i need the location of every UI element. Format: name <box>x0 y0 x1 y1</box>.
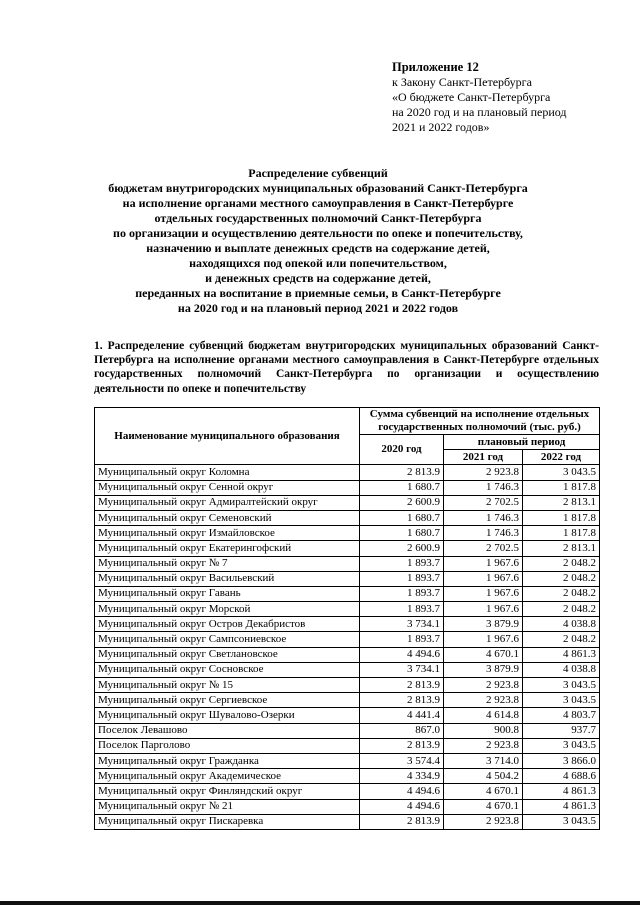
table-row <box>95 784 600 799</box>
table-row <box>95 602 600 617</box>
value-2020-cell: 1 680.7 <box>360 526 444 541</box>
municipality-name-cell: Поселок Левашово <box>95 723 360 738</box>
value-2022-cell: 4 038.8 <box>523 662 600 677</box>
title-line: бюджетам внутригородских муниципальных образований Санкт-Петербурга <box>108 181 528 195</box>
table-row <box>95 662 600 677</box>
table-row <box>95 480 600 495</box>
subvention-table <box>94 407 600 830</box>
municipality-name-cell: Муниципальный округ № 7 <box>95 556 360 571</box>
municipality-name-cell: Муниципальный округ Светлановское <box>95 647 360 662</box>
title-line: на 2020 год и на плановый период 2021 и 2022 годов <box>177 301 459 315</box>
municipality-name-cell: Муниципальный округ Гавань <box>95 586 360 601</box>
value-2022-cell: 4 803.7 <box>523 708 600 723</box>
value-2021-cell: 3 879.9 <box>444 617 523 632</box>
appendix-line: 2021 и 2022 годов» <box>392 120 490 134</box>
value-2022-cell: 3 043.5 <box>523 693 600 708</box>
value-2021-cell: 4 504.2 <box>444 769 523 784</box>
table-row <box>95 753 600 768</box>
value-2021-cell: 3 879.9 <box>444 662 523 677</box>
table-row <box>95 617 600 632</box>
value-2021-cell: 4 670.1 <box>444 784 523 799</box>
value-2022-cell: 2 813.1 <box>523 541 600 556</box>
title-line: переданных на воспитание в приемные семьи, в Санкт-Петербурге <box>135 286 501 300</box>
value-2021-cell: 2 702.5 <box>444 541 523 556</box>
value-2020-cell: 2 813.9 <box>360 814 444 829</box>
municipality-name-cell: Муниципальный округ Финляндский округ <box>95 784 360 799</box>
section-heading: 1. Распределение субвенций бюджетам внутригородских муниципальных образований Санкт-Петербурга на исполнение органами местного самоуправления в Санкт-Петербурге отдельных государственных полномочий Санкт-Петербурга по организации и осуществлению деятельности по опеке и попечительству <box>94 340 599 395</box>
municipality-name-cell: Муниципальный округ Гражданка <box>95 753 360 768</box>
scan-edge-divider <box>0 901 640 905</box>
table-row <box>95 799 600 814</box>
table-row <box>95 738 600 753</box>
value-2020-cell: 2 813.9 <box>360 678 444 693</box>
value-2021-cell: 1 746.3 <box>444 526 523 541</box>
value-2022-cell: 937.7 <box>523 723 600 738</box>
value-2020-cell: 3 734.1 <box>360 617 444 632</box>
value-2021-cell: 1 967.6 <box>444 632 523 647</box>
value-2020-cell: 4 494.6 <box>360 647 444 662</box>
municipality-name-cell: Муниципальный округ Екатерингофский <box>95 541 360 556</box>
table-body <box>95 465 600 830</box>
value-2022-cell: 2 813.1 <box>523 495 600 510</box>
municipality-name-cell: Муниципальный округ Сампсониевское <box>95 632 360 647</box>
title-line: на исполнение органами местного самоуправления в Санкт-Петербурге <box>122 196 514 210</box>
value-2021-cell: 2 923.8 <box>444 678 523 693</box>
value-2022-cell: 3 043.5 <box>523 738 600 753</box>
value-2022-cell: 3 866.0 <box>523 753 600 768</box>
table-row <box>95 586 600 601</box>
value-2020-cell: 1 680.7 <box>360 510 444 525</box>
appendix-heading: Приложение 12 <box>392 60 479 74</box>
municipality-name-cell: Муниципальный округ Семеновский <box>95 510 360 525</box>
value-2021-cell: 4 614.8 <box>444 708 523 723</box>
appendix-line: к Закону Санкт-Петербурга <box>392 75 532 89</box>
appendix-block <box>392 60 622 135</box>
title-line: Распределение субвенций <box>248 166 388 180</box>
value-2022-cell: 3 043.5 <box>523 678 600 693</box>
municipality-name-cell: Муниципальный округ № 21 <box>95 799 360 814</box>
value-2021-cell: 4 670.1 <box>444 647 523 662</box>
value-2021-cell: 2 923.8 <box>444 465 523 480</box>
table-row <box>95 526 600 541</box>
table-row <box>95 571 600 586</box>
table-row <box>95 723 600 738</box>
value-2020-cell: 1 680.7 <box>360 480 444 495</box>
value-2022-cell: 1 817.8 <box>523 480 600 495</box>
value-2021-cell: 1 967.6 <box>444 602 523 617</box>
municipality-name-cell: Муниципальный округ Сергиевское <box>95 693 360 708</box>
table-row <box>95 814 600 829</box>
appendix-line: на 2020 год и на плановый период <box>392 105 567 119</box>
table-row <box>95 678 600 693</box>
municipality-name-cell: Муниципальный округ № 15 <box>95 678 360 693</box>
table-row <box>95 465 600 480</box>
value-2022-cell: 2 048.2 <box>523 602 600 617</box>
municipality-name-cell: Поселок Парголово <box>95 738 360 753</box>
header-2020: 2020 год <box>360 435 444 465</box>
title-line: отдельных государственных полномочий Санкт-Петербурга <box>154 211 482 225</box>
value-2021-cell: 1 746.3 <box>444 480 523 495</box>
value-2020-cell: 4 334.9 <box>360 769 444 784</box>
table-row <box>95 647 600 662</box>
municipality-name-cell: Муниципальный округ Пискаревка <box>95 814 360 829</box>
value-2022-cell: 3 043.5 <box>523 814 600 829</box>
value-2022-cell: 4 038.8 <box>523 617 600 632</box>
value-2022-cell: 2 048.2 <box>523 571 600 586</box>
value-2022-cell: 4 861.3 <box>523 784 600 799</box>
value-2021-cell: 1 967.6 <box>444 556 523 571</box>
value-2020-cell: 2 600.9 <box>360 541 444 556</box>
value-2021-cell: 2 923.8 <box>444 693 523 708</box>
appendix-line: «О бюджете Санкт-Петербурга <box>392 90 551 104</box>
title-line: и денежных средств на содержание детей, <box>205 271 431 285</box>
value-2021-cell: 1 746.3 <box>444 510 523 525</box>
value-2020-cell: 867.0 <box>360 723 444 738</box>
table-row <box>95 693 600 708</box>
table-row <box>95 556 600 571</box>
municipality-name-cell: Муниципальный округ Измайловское <box>95 526 360 541</box>
document-title <box>95 166 541 316</box>
title-line: назначению и выплате денежных средств на содержание детей, <box>146 241 490 255</box>
title-line: по организации и осуществлению деятельности по опеке и попечительству, <box>113 226 523 240</box>
municipality-name-cell: Муниципальный округ Коломна <box>95 465 360 480</box>
value-2020-cell: 1 893.7 <box>360 556 444 571</box>
header-2022: 2022 год <box>523 450 600 465</box>
value-2022-cell: 3 043.5 <box>523 465 600 480</box>
value-2020-cell: 2 813.9 <box>360 693 444 708</box>
header-plan-period: плановый период <box>444 435 600 450</box>
value-2022-cell: 1 817.8 <box>523 510 600 525</box>
value-2020-cell: 1 893.7 <box>360 586 444 601</box>
municipality-name-cell: Муниципальный округ Шувалово-Озерки <box>95 708 360 723</box>
value-2020-cell: 2 813.9 <box>360 738 444 753</box>
value-2020-cell: 4 441.4 <box>360 708 444 723</box>
header-name: Наименование муниципального образования <box>95 408 360 465</box>
municipality-name-cell: Муниципальный округ Васильевский <box>95 571 360 586</box>
municipality-name-cell: Муниципальный округ Адмиралтейский округ <box>95 495 360 510</box>
table-row <box>95 495 600 510</box>
title-line: находящихся под опекой или попечительством, <box>189 256 447 270</box>
value-2020-cell: 1 893.7 <box>360 602 444 617</box>
table-row <box>95 708 600 723</box>
value-2021-cell: 2 702.5 <box>444 495 523 510</box>
table-row <box>95 769 600 784</box>
table-row <box>95 510 600 525</box>
value-2020-cell: 3 734.1 <box>360 662 444 677</box>
municipality-name-cell: Муниципальный округ Сосновское <box>95 662 360 677</box>
header-2021: 2021 год <box>444 450 523 465</box>
header-sum: Сумма субвенций на исполнение отдельных государственных полномочий (тыс. руб.) <box>360 408 600 435</box>
table-row <box>95 541 600 556</box>
value-2021-cell: 3 714.0 <box>444 753 523 768</box>
value-2021-cell: 900.8 <box>444 723 523 738</box>
value-2022-cell: 4 861.3 <box>523 647 600 662</box>
value-2022-cell: 2 048.2 <box>523 632 600 647</box>
value-2020-cell: 4 494.6 <box>360 784 444 799</box>
value-2020-cell: 1 893.7 <box>360 571 444 586</box>
value-2020-cell: 3 574.4 <box>360 753 444 768</box>
municipality-name-cell: Муниципальный округ Морской <box>95 602 360 617</box>
municipality-name-cell: Муниципальный округ Остров Декабристов <box>95 617 360 632</box>
value-2020-cell: 2 813.9 <box>360 465 444 480</box>
value-2021-cell: 2 923.8 <box>444 738 523 753</box>
table-row <box>95 632 600 647</box>
value-2021-cell: 1 967.6 <box>444 586 523 601</box>
municipality-name-cell: Муниципальный округ Академическое <box>95 769 360 784</box>
value-2021-cell: 2 923.8 <box>444 814 523 829</box>
value-2020-cell: 4 494.6 <box>360 799 444 814</box>
value-2022-cell: 2 048.2 <box>523 586 600 601</box>
value-2020-cell: 2 600.9 <box>360 495 444 510</box>
value-2022-cell: 4 688.6 <box>523 769 600 784</box>
municipality-name-cell: Муниципальный округ Сенной округ <box>95 480 360 495</box>
value-2022-cell: 2 048.2 <box>523 556 600 571</box>
value-2020-cell: 1 893.7 <box>360 632 444 647</box>
value-2022-cell: 1 817.8 <box>523 526 600 541</box>
value-2022-cell: 4 861.3 <box>523 799 600 814</box>
value-2021-cell: 4 670.1 <box>444 799 523 814</box>
value-2021-cell: 1 967.6 <box>444 571 523 586</box>
